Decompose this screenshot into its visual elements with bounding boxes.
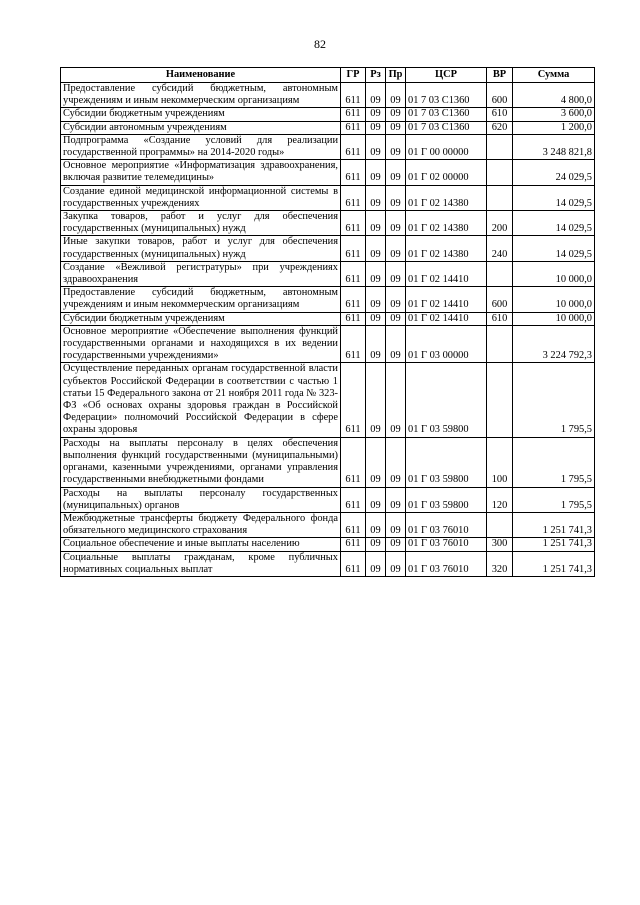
cell-sum: 3 248 821,8	[513, 134, 595, 159]
cell-gr: 611	[341, 185, 366, 210]
cell-vr	[487, 512, 513, 537]
table-row	[61, 121, 595, 134]
cell-csr: 01 Г 02 14380	[406, 185, 487, 210]
cell-vr	[487, 363, 513, 437]
cell-csr: 01 Г 03 00000	[406, 325, 487, 363]
cell-gr: 611	[341, 287, 366, 312]
cell-gr: 611	[341, 325, 366, 363]
table-row	[61, 83, 595, 108]
cell-gr: 611	[341, 312, 366, 325]
cell-gr: 611	[341, 261, 366, 286]
table-row	[61, 185, 595, 210]
cell-vr	[487, 185, 513, 210]
cell-name: Основное мероприятие «Информатизация здравоохранения, включая развитие телемедицины»	[61, 160, 341, 185]
table-row	[61, 437, 595, 487]
cell-pr: 09	[386, 134, 406, 159]
cell-rz: 09	[366, 261, 386, 286]
cell-sum: 14 029,5	[513, 211, 595, 236]
cell-vr: 240	[487, 236, 513, 261]
table-row	[61, 325, 595, 363]
cell-vr: 120	[487, 487, 513, 512]
cell-name: Субсидии бюджетным учреждениям	[61, 312, 341, 325]
cell-sum: 24 029,5	[513, 160, 595, 185]
cell-csr: 01 Г 02 14410	[406, 287, 487, 312]
cell-pr: 09	[386, 236, 406, 261]
cell-sum: 10 000,0	[513, 287, 595, 312]
cell-rz: 09	[366, 134, 386, 159]
cell-rz: 09	[366, 512, 386, 537]
table-row	[61, 261, 595, 286]
cell-name: Создание «Вежливой регистратуры» при учреждениях здравоохранения	[61, 261, 341, 286]
cell-rz: 09	[366, 538, 386, 551]
cell-name: Основное мероприятие «Обеспечение выполнения функций государственными органами и находящихся в их ведении государственными учреждениями»	[61, 325, 341, 363]
cell-rz: 09	[366, 551, 386, 576]
cell-csr: 01 7 03 С1360	[406, 83, 487, 108]
cell-sum: 1 795,5	[513, 363, 595, 437]
page-number: 82	[314, 37, 326, 51]
cell-vr	[487, 261, 513, 286]
cell-gr: 611	[341, 538, 366, 551]
cell-gr: 611	[341, 551, 366, 576]
table-row	[61, 363, 595, 437]
table-row	[61, 312, 595, 325]
cell-name: Субсидии бюджетным учреждениям	[61, 108, 341, 121]
table-row	[61, 287, 595, 312]
header-pr: Пр	[386, 68, 406, 83]
cell-rz: 09	[366, 312, 386, 325]
cell-rz: 09	[366, 160, 386, 185]
header-name: Наименование	[61, 68, 341, 83]
cell-csr: 01 Г 03 76010	[406, 551, 487, 576]
cell-gr: 611	[341, 236, 366, 261]
header-sum: Сумма	[513, 68, 595, 83]
cell-sum: 14 029,5	[513, 236, 595, 261]
cell-pr: 09	[386, 363, 406, 437]
cell-name: Предоставление субсидий бюджетным, автономным учреждениям и иным некоммерческим организациям	[61, 287, 341, 312]
cell-name: Подпрограмма «Создание условий для реализации государственной программы» на 2014-2020 годы»	[61, 134, 341, 159]
cell-pr: 09	[386, 551, 406, 576]
cell-name: Субсидии автономным учреждениям	[61, 121, 341, 134]
table-row	[61, 512, 595, 537]
cell-name: Создание единой медицинской информационной системы в государственных учреждениях	[61, 185, 341, 210]
cell-vr: 200	[487, 211, 513, 236]
table-row	[61, 134, 595, 159]
cell-rz: 09	[366, 185, 386, 210]
cell-name: Закупка товаров, работ и услуг для обеспечения государственных (муниципальных) нужд	[61, 211, 341, 236]
cell-csr: 01 Г 02 00000	[406, 160, 487, 185]
cell-csr: 01 Г 00 00000	[406, 134, 487, 159]
cell-pr: 09	[386, 121, 406, 134]
cell-pr: 09	[386, 108, 406, 121]
cell-gr: 611	[341, 363, 366, 437]
cell-rz: 09	[366, 287, 386, 312]
cell-vr: 100	[487, 437, 513, 487]
cell-gr: 611	[341, 160, 366, 185]
cell-csr: 01 Г 03 59800	[406, 437, 487, 487]
cell-sum: 10 000,0	[513, 261, 595, 286]
cell-pr: 09	[386, 325, 406, 363]
cell-vr: 320	[487, 551, 513, 576]
cell-pr: 09	[386, 538, 406, 551]
cell-vr: 600	[487, 287, 513, 312]
cell-vr	[487, 160, 513, 185]
cell-gr: 611	[341, 121, 366, 134]
cell-name: Предоставление субсидий бюджетным, автономным учреждениям и иным некоммерческим организациям	[61, 83, 341, 108]
table-row	[61, 211, 595, 236]
cell-name: Социальное обеспечение и иные выплаты населению	[61, 538, 341, 551]
cell-vr	[487, 134, 513, 159]
header-vr: ВР	[487, 68, 513, 83]
cell-sum: 4 800,0	[513, 83, 595, 108]
cell-sum: 1 251 741,3	[513, 512, 595, 537]
cell-csr: 01 Г 02 14410	[406, 261, 487, 286]
budget-table	[60, 67, 595, 577]
cell-vr	[487, 325, 513, 363]
cell-rz: 09	[366, 437, 386, 487]
cell-sum: 1 251 741,3	[513, 551, 595, 576]
cell-rz: 09	[366, 487, 386, 512]
table-row	[61, 551, 595, 576]
table-header-row	[61, 68, 595, 83]
cell-name: Социальные выплаты гражданам, кроме публичных нормативных социальных выплат	[61, 551, 341, 576]
cell-csr: 01 7 03 С1360	[406, 108, 487, 121]
cell-vr: 600	[487, 83, 513, 108]
cell-sum: 1 200,0	[513, 121, 595, 134]
cell-csr: 01 Г 02 14380	[406, 236, 487, 261]
cell-pr: 09	[386, 437, 406, 487]
cell-csr: 01 Г 03 59800	[406, 363, 487, 437]
cell-rz: 09	[366, 108, 386, 121]
cell-gr: 611	[341, 487, 366, 512]
cell-csr: 01 Г 02 14410	[406, 312, 487, 325]
table-body	[61, 83, 595, 577]
cell-rz: 09	[366, 211, 386, 236]
cell-gr: 611	[341, 134, 366, 159]
cell-sum: 3 224 792,3	[513, 325, 595, 363]
cell-csr: 01 Г 02 14380	[406, 211, 487, 236]
cell-vr: 620	[487, 121, 513, 134]
cell-gr: 611	[341, 83, 366, 108]
header-csr: ЦСР	[406, 68, 487, 83]
cell-rz: 09	[366, 325, 386, 363]
cell-pr: 09	[386, 261, 406, 286]
cell-csr: 01 7 03 С1360	[406, 121, 487, 134]
cell-name: Расходы на выплаты персоналу в целях обеспечения выполнения функций государственными (муниципальными) органами, казенными учреждениями, органами управления государственными внебюджетными фондами	[61, 437, 341, 487]
cell-sum: 3 600,0	[513, 108, 595, 121]
cell-name: Иные закупки товаров, работ и услуг для обеспечения государственных (муниципальных) нужд	[61, 236, 341, 261]
cell-csr: 01 Г 03 59800	[406, 487, 487, 512]
cell-name: Межбюджетные трансферты бюджету Федерального фонда обязательного медицинского страхования	[61, 512, 341, 537]
header-rz: Рз	[366, 68, 386, 83]
cell-pr: 09	[386, 487, 406, 512]
cell-gr: 611	[341, 108, 366, 121]
cell-csr: 01 Г 03 76010	[406, 538, 487, 551]
table-row	[61, 160, 595, 185]
cell-csr: 01 Г 03 76010	[406, 512, 487, 537]
table-row	[61, 108, 595, 121]
cell-vr: 300	[487, 538, 513, 551]
cell-sum: 10 000,0	[513, 312, 595, 325]
cell-gr: 611	[341, 211, 366, 236]
cell-vr: 610	[487, 108, 513, 121]
cell-name: Осуществление переданных органам государственной власти субъектов Российской Федерации в соответствии с частью 1 статьи 15 Федерального закона от 21 ноября 2011 года № 323-ФЗ «Об основах охраны здоровья граждан в Российской Федерации» полномочий Российской Федерации в сфере охраны здоровья	[61, 363, 341, 437]
cell-sum: 1 795,5	[513, 437, 595, 487]
cell-pr: 09	[386, 312, 406, 325]
cell-rz: 09	[366, 83, 386, 108]
cell-pr: 09	[386, 185, 406, 210]
cell-sum: 1 251 741,3	[513, 538, 595, 551]
cell-pr: 09	[386, 160, 406, 185]
cell-gr: 611	[341, 512, 366, 537]
cell-vr: 610	[487, 312, 513, 325]
cell-pr: 09	[386, 211, 406, 236]
cell-sum: 1 795,5	[513, 487, 595, 512]
cell-rz: 09	[366, 121, 386, 134]
cell-sum: 14 029,5	[513, 185, 595, 210]
cell-rz: 09	[366, 236, 386, 261]
cell-pr: 09	[386, 512, 406, 537]
cell-gr: 611	[341, 437, 366, 487]
cell-rz: 09	[366, 363, 386, 437]
table-row	[61, 236, 595, 261]
header-gr: ГР	[341, 68, 366, 83]
cell-pr: 09	[386, 287, 406, 312]
table-row	[61, 487, 595, 512]
cell-name: Расходы на выплаты персоналу государственных (муниципальных) органов	[61, 487, 341, 512]
table-row	[61, 538, 595, 551]
cell-pr: 09	[386, 83, 406, 108]
